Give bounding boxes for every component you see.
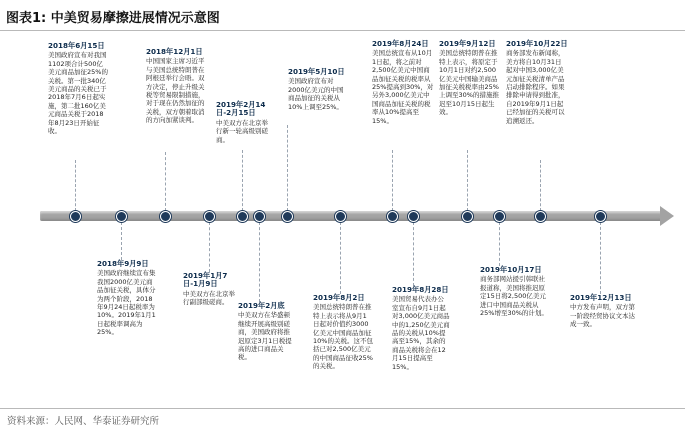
- event-date: 2019年9月12日: [439, 39, 496, 48]
- connector-line: [600, 222, 601, 294]
- event-2019-08-28: [392, 286, 450, 371]
- connector-line: [499, 222, 500, 266]
- timeline-node: [282, 211, 293, 222]
- event-date: 2019年8月2日: [313, 293, 365, 302]
- event-text: 中美双方在华盛顿继续开展高级别磋商，美国政府将推迟原定3月1日税提高的进口商品关税。: [238, 311, 292, 362]
- connector-line: [165, 152, 166, 211]
- event-text: 中美双方在北京举行副部级磋商。: [183, 289, 235, 307]
- connector-line: [540, 160, 541, 211]
- source-note: 资料来源：人民网、华泰证券研究所: [7, 416, 160, 427]
- event-date: 2018年12月1日: [146, 47, 203, 56]
- connector-line: [259, 222, 260, 302]
- timeline-node: [494, 211, 505, 222]
- timeline-node: [335, 211, 346, 222]
- figure-title: 图表1: 中美贸易摩擦进展情况示意图: [6, 11, 220, 26]
- event-date: 2019年10月17日: [480, 265, 542, 274]
- title-divider: [0, 30, 685, 31]
- event-2018-12-01: [146, 48, 206, 125]
- event-date: 2018年9月9日: [97, 259, 149, 268]
- event-2019-08-24: [372, 40, 434, 125]
- connector-line: [413, 222, 414, 286]
- connector-line: [392, 150, 393, 211]
- event-2019-02-end: [238, 302, 294, 362]
- event-text: 商务部网站援引韩联社报道称，美国将推迟原定15日将2,500亿美元进口中国商品关税从25%增至30%的计划。: [480, 275, 548, 318]
- event-2019-08-02: [313, 294, 373, 371]
- timeline-bar: [40, 211, 662, 221]
- event-text: 美国贸易代表办公室宣布自9月1日起对3,000亿美元商品中的1,250亿美元商品的关税从10%提高至15%，其余的商品关税将会在12月15日提高至15%。: [392, 295, 450, 371]
- event-text: 中美双方在北京举行新一轮高级别磋商。: [216, 118, 268, 144]
- connector-line: [75, 160, 76, 211]
- event-date: 2018年6月15日: [48, 41, 105, 50]
- connector-line: [340, 222, 341, 294]
- connector-line: [121, 222, 122, 260]
- event-text: 美国政府宣布对我国1102项合计500亿美元商品加征25%的关税。第一批340亿美元商品的关税已于2018年7月6日起实施，第二批160亿美元商品关税于2018年8月23日开始征收。: [48, 51, 108, 136]
- event-2018-09-09: [97, 260, 157, 337]
- event-date: 2019年12月13日: [570, 293, 632, 302]
- timeline-node: [408, 211, 419, 222]
- timeline-node: [204, 211, 215, 222]
- event-2019-12-13: [570, 294, 636, 329]
- timeline-node: [595, 211, 606, 222]
- timeline-node: [535, 211, 546, 222]
- event-2019-01-07: [183, 272, 241, 307]
- event-2019-02-14: [216, 101, 272, 144]
- event-text: 美国总统特朗普在推特上表示，将原定于10月1日对约2,500亿美元中国输美商品加征关税税率由25%上调至30%的措施推迟至10月15日起生效。: [439, 49, 499, 117]
- source-divider: [0, 408, 685, 409]
- event-text: 美国政府宣布对2000亿美元的中国商品加征的关税从10%上调至25%。: [288, 77, 344, 111]
- event-text: 美国政府继续宣布集我国2000亿美元商品加征关税，具体分为两个阶段，2018年9月24日起税率为10%。2019年1月1日起税率调高为25%。: [97, 269, 156, 337]
- timeline-arrow-icon: [660, 206, 674, 226]
- event-text: 中方发布声明，双方第一阶段经贸协议文本达成一致。: [570, 303, 635, 329]
- event-2019-10-22: [506, 40, 568, 125]
- event-2019-10-17: [480, 266, 550, 317]
- timeline-node: [70, 211, 81, 222]
- connector-line: [209, 222, 210, 272]
- connector-line: [242, 150, 243, 211]
- connector-line: [467, 150, 468, 211]
- timeline-node: [387, 211, 398, 222]
- event-2019-09-12: [439, 40, 501, 117]
- event-2019-05-10: [288, 68, 350, 111]
- event-date: 2019年2月底: [238, 301, 285, 310]
- event-text: 中国国家主席习近平与美国总统特朗普在阿根廷举行会晤。双方决定，停止升级关税等贸易限制措施，对于现在仍然加征的关税，双方朝着取消的方向加紧谈判。: [146, 57, 205, 125]
- connector-line: [287, 125, 288, 211]
- timeline-node: [160, 211, 171, 222]
- event-date: 2019年10月22日: [506, 39, 568, 48]
- timeline-node: [254, 211, 265, 222]
- event-date: 2019年1月7日-1月9日: [183, 271, 228, 289]
- timeline-node: [116, 211, 127, 222]
- event-text: 美国总统特朗普在推特上表示将从9月1日起对价值约3000亿美元中国商品加征10%的关税。这不包括已对2,500亿美元的中国商品征收25%的关税。: [313, 303, 373, 371]
- event-text: 美国总统宣布从10月1日起，将之前对2,500亿美元中国商品加征关税的税率从25%提高到30%，对另外3,000亿美元中国商品加征关税的税率从10%提高至15%。: [372, 49, 434, 125]
- timeline-node: [462, 211, 473, 222]
- event-date: 2019年5月10日: [288, 67, 345, 76]
- event-date: 2019年2月14日-2月15日: [216, 100, 266, 118]
- timeline-node: [237, 211, 248, 222]
- event-2018-06-15: [48, 42, 108, 135]
- event-date: 2019年8月24日: [372, 39, 429, 48]
- event-text: 商务部发布新闻称，美方将自10月31日起对中国3,000亿美元加征关税清单产品启动排除程序。如果排除申请得到批准，自2019年9月1日起已经加征的关税可以追溯返还。: [506, 49, 565, 125]
- event-date: 2019年8月28日: [392, 285, 449, 294]
